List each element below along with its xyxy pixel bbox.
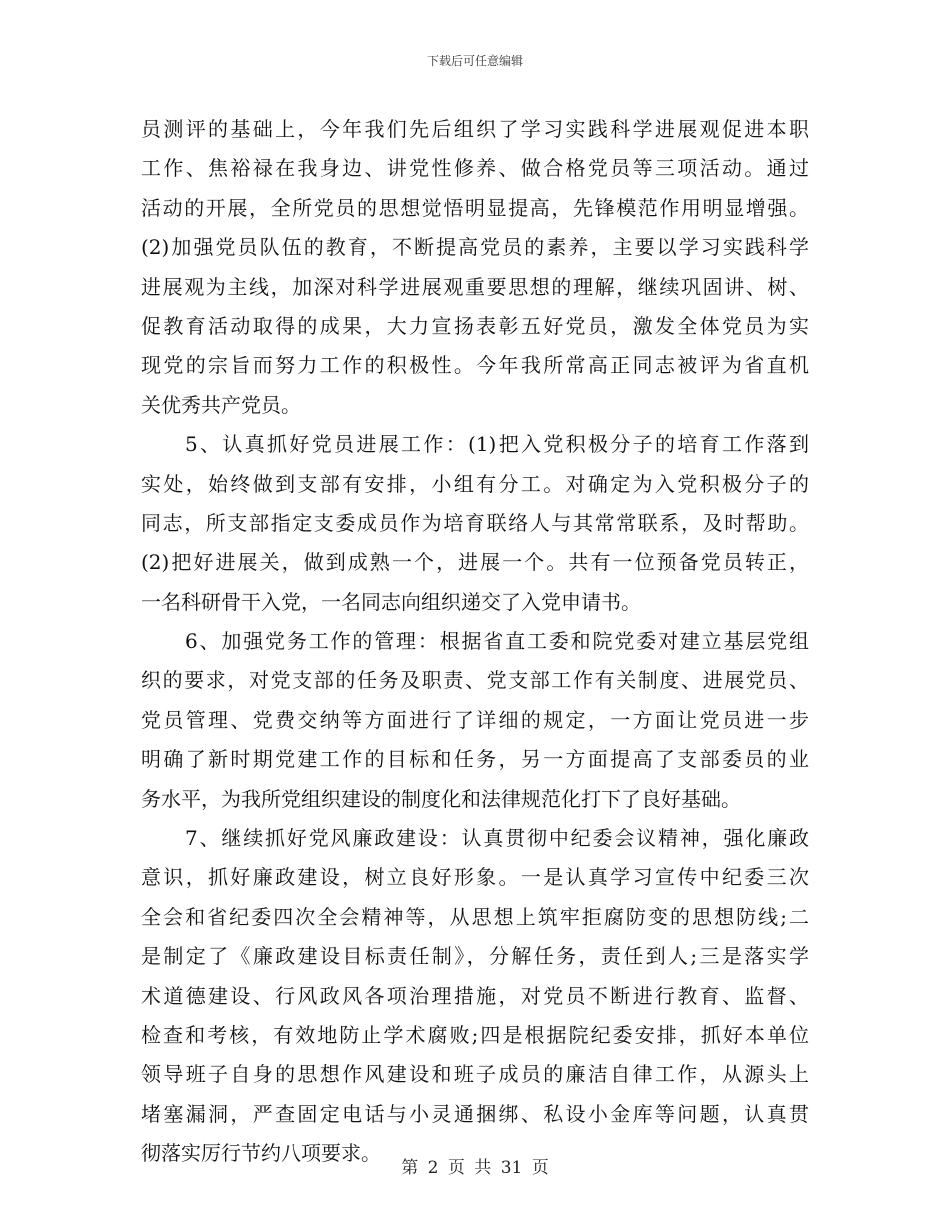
text-line: 现党的宗旨而努力工作的积极性。今年我所常高正同志被评为省直机 xyxy=(141,353,809,378)
text-line: 一名科研骨干入党，一名同志向组织递交了入党申请书。 xyxy=(141,589,641,614)
text-line: 堵塞漏洞，严查固定电话与小灵通捆绑、私设小金库等问题，认真贯 xyxy=(141,1101,809,1126)
text-line: 7、继续抓好党风廉政建设：认真贯彻中纪委会议精神，强化廉政 xyxy=(185,826,809,851)
page-footer: 第 2 页 共 31 页 xyxy=(401,1158,549,1178)
text-line: 术道德建设、行风政风各项治理措施，对党员不断进行教育、监督、 xyxy=(141,983,809,1008)
text-line: 5、认真抓好党员进展工作：(1)把入党积极分子的培育工作落到 xyxy=(185,432,809,457)
text-line: 织的要求，对党支部的任务及职责、党支部工作有关制度、进展党员、 xyxy=(141,668,809,693)
text-line: 关优秀共产党员。 xyxy=(141,392,301,417)
text-line: (2)加强党员队伍的教育，不断提高党员的素养，主要以学习实践科学 xyxy=(141,235,809,260)
text-line: 是制定了《廉政建设目标责任制》，分解任务，责任到人;三是落实学 xyxy=(141,944,809,969)
text-line: 意识，抓好廉政建设，树立良好形象。一是认真学习宣传中纪委三次 xyxy=(141,865,809,890)
text-line: 6、加强党务工作的管理：根据省直工委和院党委对建立基层党组 xyxy=(185,629,809,654)
text-line: 工作、焦裕禄在我身边、讲党性修养、做合格党员等三项活动。通过 xyxy=(141,156,809,181)
text-line: 务水平，为我所党组织建设的制度化和法律规范化打下了良好基础。 xyxy=(141,786,741,811)
text-line: 活动的开展，全所党员的思想觉悟明显提高，先锋模范作用明显增强。 xyxy=(141,195,809,220)
text-line: 进展观为主线，加深对科学进展观重要思想的理解，继续巩固讲、树、 xyxy=(141,274,809,299)
text-line: 促教育活动取得的成果，大力宣扬表彰五好党员，激发全体党员为实 xyxy=(141,313,809,338)
text-line: 检查和考核，有效地防止学术腐败;四是根据院纪委安排，抓好本单位 xyxy=(141,1022,809,1047)
text-line: 明确了新时期党建工作的目标和任务，另一方面提高了支部委员的业 xyxy=(141,747,809,772)
text-line: 同志，所支部指定支委成员作为培育联络人与其常常联系，及时帮助。 xyxy=(141,510,809,535)
text-line: 全会和省纪委四次全会精神等，从思想上筑牢拒腐防变的思想防线;二 xyxy=(141,904,809,929)
text-line: 彻落实厉行节约八项要求。 xyxy=(141,1141,381,1166)
body-text xyxy=(141,110,809,1174)
page-header: 下载后可任意编辑 xyxy=(426,54,523,68)
text-line: 实处，始终做到支部有安排，小组有分工。对确定为入党积极分子的 xyxy=(141,471,809,496)
text-line: (2)把好进展关，做到成熟一个，进展一个。共有一位预备党员转正， xyxy=(141,550,809,575)
text-line: 党员管理、党费交纳等方面进行了详细的规定，一方面让党员进一步 xyxy=(141,707,809,732)
text-line: 员测评的基础上，今年我们先后组织了学习实践科学进展观促进本职 xyxy=(141,117,809,141)
text-line: 领导班子自身的思想作风建设和班子成员的廉洁自律工作，从源头上 xyxy=(141,1062,809,1087)
